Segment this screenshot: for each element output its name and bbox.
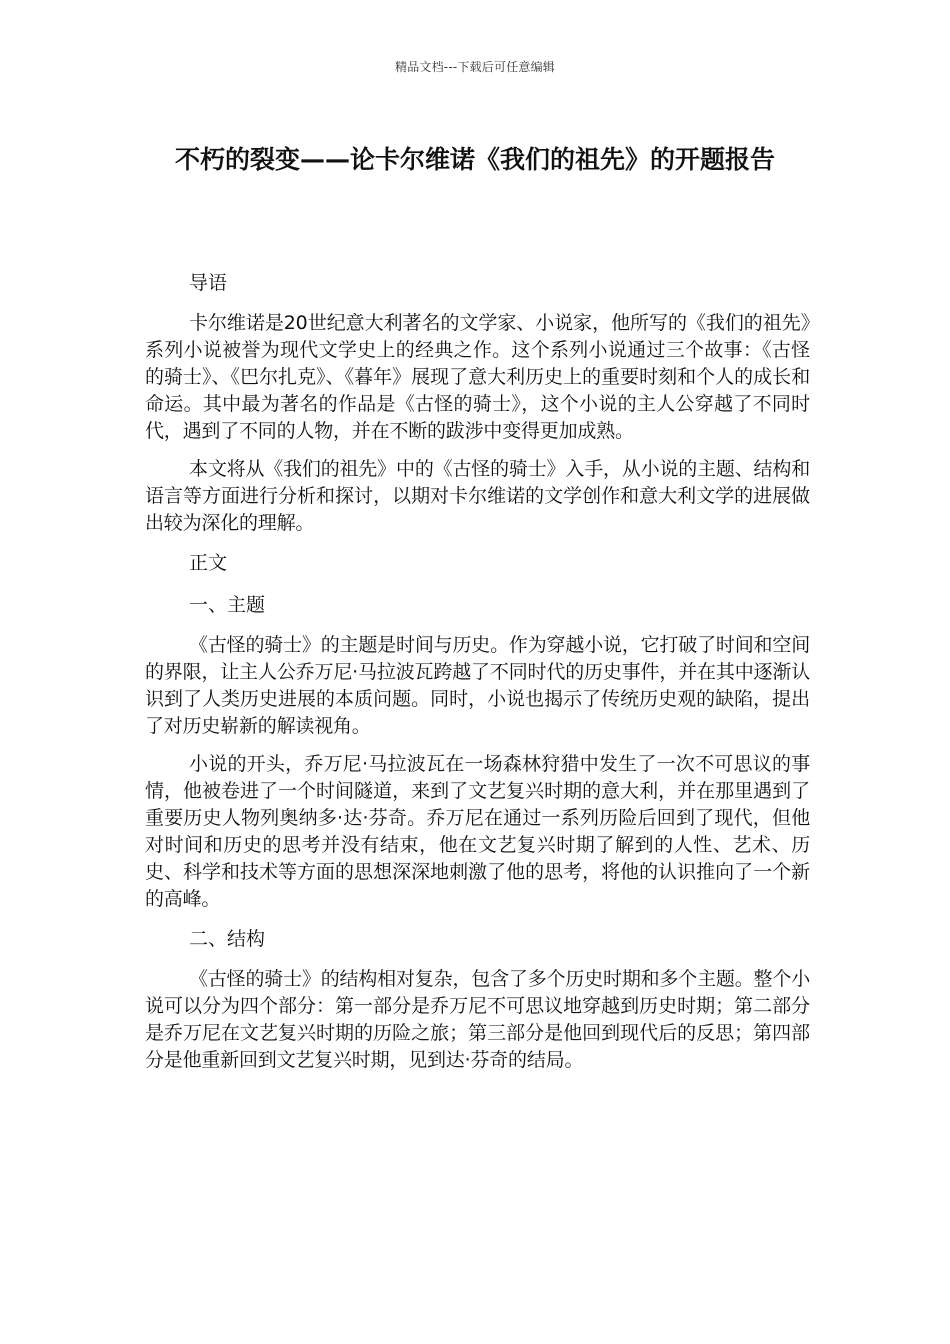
intro-paragraph-1: 卡尔维诺是20世纪意大利著名的文学家、小说家，他所写的《我们的祖先》系列小说被誉为现代文学史上的经典之作。这个系列小说通过三个故事：《古怪的骑士》、《巴尔扎克》、《暮年》展现了意大利历史上的重要时刻和个人的成长和命运。其中最为著名的作品是《古怪的骑士》，这个小说的主人公穿越了不同时代，遇到了不同的人物，并在不断的跋涉中变得更加成熟。 — [145, 312, 810, 442]
theme-paragraph-1: 《古怪的骑士》的主题是时间与历史。作为穿越小说，它打破了时间和空间的界限，让主人公乔万尼·马拉波瓦跨越了不同时代的历史事件，并在其中逐渐认识到了人类历史进展的本质问题。同时，小说也揭示了传统历史观的缺陷，提出了对历史崭新的解读视角。 — [145, 634, 810, 737]
structure-heading: 二、结构 — [189, 928, 266, 950]
document-body — [145, 268, 810, 1085]
body-heading: 正文 — [189, 552, 228, 574]
structure-paragraph-1: 《古怪的骑士》的结构相对复杂，包含了多个历史时期和多个主题。整个小说可以分为四个部分：第一部分是乔万尼不可思议地穿越到历史时期；第二部分是乔万尼在文艺复兴时期的历险之旅；第三部分是他回到现代后的反思；第四部分是他重新回到文艺复兴时期，见到达·芬奇的结局。 — [145, 968, 810, 1071]
intro-heading: 导语 — [189, 272, 228, 294]
page-header-note: 精品文档---下载后可任意编辑 — [395, 60, 555, 74]
intro-paragraph-2: 本文将从《我们的祖先》中的《古怪的骑士》入手，从小说的主题、结构和语言等方面进行分析和探讨，以期对卡尔维诺的文学创作和意大利文学的进展做出较为深化的理解。 — [145, 458, 810, 534]
theme-heading: 一、主题 — [189, 594, 266, 616]
document-title: 不朽的裂变——论卡尔维诺《我们的祖先》的开题报告 — [174, 145, 775, 174]
theme-paragraph-2: 小说的开头，乔万尼·马拉波瓦在一场森林狩猎中发生了一次不可思议的事情，他被卷进了一个时间隧道，来到了文艺复兴时期的意大利，并在那里遇到了重要历史人物列奥纳多·达·芬奇。乔万尼在通过一系列历险后回到了现代，但他对时间和历史的思考并没有结束，他在文艺复兴时期了解到的人性、艺术、历史、科学和技术等方面的思想深深地刺激了他的思考，将他的认识推向了一个新的高峰。 — [145, 753, 810, 910]
